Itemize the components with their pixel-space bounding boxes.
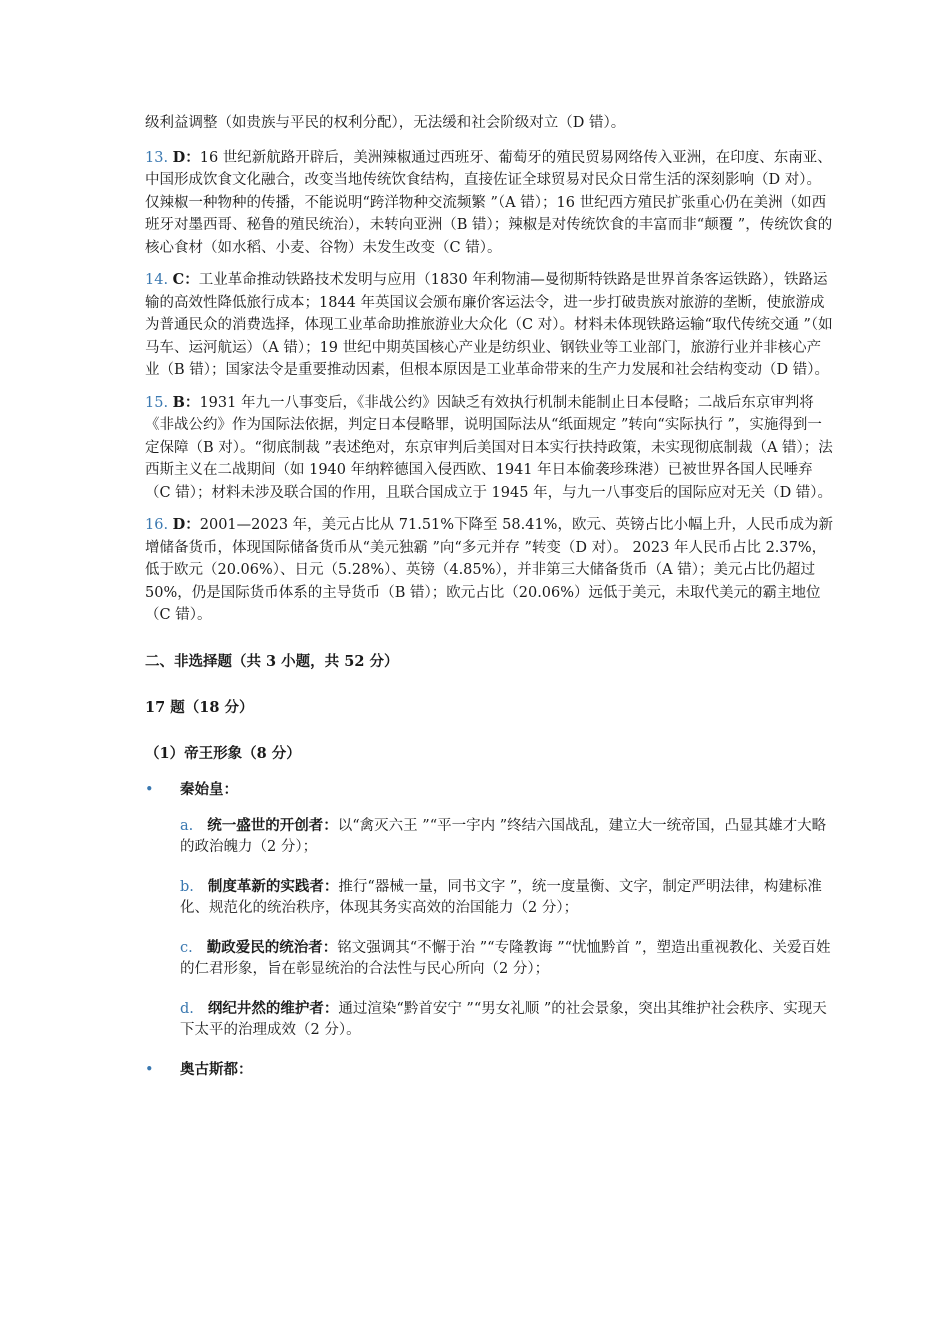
item-text: 推行“器械一量，同书文字 ”，统一度量衡、文字，制定严明法律，构建标准化、规范化的统治秩序，体现其务实高效的治国能力（2 分）； [180,878,822,916]
answer-15 [145,392,835,505]
bullet-dot-icon: • [145,781,154,798]
answer-number: 15. [145,394,169,411]
answer-number: 14. [145,272,169,288]
bullet-label: 秦始皇： [180,780,238,798]
item-label: 勤政爱民的统治者： [206,938,338,956]
answer-letter: B： [172,393,200,411]
answer-text: 工业革命推动铁路技术发明与应用（1830 年利物浦—曼彻斯特铁路是世界首条客运铁路），铁路运输的高效性降低旅行成本；1844 年英国议会颁布廉价客运法令，进一步打破贵族对旅游的垄断，使旅游成为普通民众的消费选择，体现工业革命助推旅游业大众化（C 对）。材料未体现铁路运输“取代传统交通 ”（如马车、运河航运）（A 错）；19 世纪中期英国核心产业是纺织业、钢铁业等工业部门，旅游行业并非核心产业（B 错）；国家法令是重要推动因素，但根本原因是工业革命带来的生产力发展和社会结构变动（D 错）。 [145,272,833,378]
answer-text: 2001—2023 年，美元占比从 71.51%下降至 58.41%，欧元、英镑占比小幅上升，人民币成为新增储备货币，体现国际储备货币从“美元独霸 ”向“多元并存 ”转变（D 对）。 2023 年人民币占比 2.37%，低于欧元（20.06%）、日元（5.28%）、英镑（4.85%），并非第三大储备货币（A 错）；美元占比仍超过 50%，仍是国际货币体系的主导货币（B 错）；欧元占比（20.06%）远低于美元，未取代美元的霸主地位（C 错）。 [145,517,833,623]
answer-text: 16 世纪新航路开辟后，美洲辣椒通过西班牙、葡萄牙的殖民贸易网络传入亚洲，在印度、东南亚、中国形成饮食文化融合，改变当地传统饮食结构，直接佐证全球贸易对民众日常生活的深刻影响（D 对）。仅辣椒一种物种的传播，不能说明“跨洋物种交流频繁 ”（A 错）；16 世纪西方殖民扩张重心仍在美洲（如西班牙对墨西哥、秘鲁的殖民统治），未转向亚洲（B 错）；辣椒是对传统饮食的丰富而非“颠覆 ”，传统饮食的核心食材（如水稻、小麦、谷物）未发生改变（C 错）。 [145,149,833,256]
answer-letter: C： [172,271,199,288]
list-item [180,937,835,980]
item-text: 铭文强调其“不懈于治 ”“专隆教诲 ”“忧恤黔首 ”，塑造出重视教化、关爱百姓的仁君形象，旨在彰显统治的合法性与民心所向（2 分）； [180,939,831,977]
list-item [180,998,835,1041]
answer-letter: D： [172,148,200,166]
item-label: 制度革新的实践者： [207,877,339,895]
answer-16 [145,514,835,627]
answer-letter: D： [172,516,200,533]
answer-14 [145,269,835,382]
item-label: 纲纪井然的维护者： [207,999,339,1017]
bullet-label: 奥古斯都： [180,1060,253,1078]
item-label: 统一盛世的开创者： [207,816,338,834]
item-text: 以“禽灭六王 ”“平一宇内 ”终结六国战乱，建立大一统帝国，凸显其雄才大略的政治魄力（2 分）； [180,817,827,855]
qin-shi-huang-items [180,815,835,1041]
answer-number: 13. [145,149,169,166]
item-text: 通过渲染“黔首安宁 ”“男女礼顺 ”的社会景象，突出其维护社会秩序、实现天下太平的治理成效（2 分）。 [180,1000,827,1038]
sub-question-title: （1）帝王形象（8 分） [145,744,301,762]
list-item [180,815,835,858]
intro-paragraph: 级利益调整（如贵族与平民的权利分配），无法缓和社会阶级对立（D 错）。 [145,115,626,131]
answer-list [145,147,835,627]
section-title: 二、非选择题（共 3 小题，共 52 分） [145,652,399,670]
bullet-augustus [145,1059,835,1081]
bullet-dot-icon: • [145,1061,154,1078]
list-item [180,876,835,919]
answer-13 [145,147,835,260]
answer-number: 16. [145,517,169,533]
document-page [145,112,835,1081]
item-letter: d. [180,1000,194,1017]
answer-text: 1931 年九一八事变后，《非战公约》因缺乏有效执行机制未能制止日本侵略；二战后东京审判将《非战公约》作为国际法依据，判定日本侵略罪，说明国际法从“纸面规定 ”转向“实际执行 ”，实施得到一定保障（B 对）。“彻底制裁 ”表述绝对，东京审判后美国对日本实行扶持政策，未实现彻底制裁（A 错）；法西斯主义在二战期间（如 1940 年纳粹德国入侵西欧、1941 年日本偷袭珍珠港）已被世界各国人民唾弃（C 错）；材料未涉及联合国的作用，且联合国成立于 1945 年，与九一八事变后的国际应对无关（D 错）。 [145,394,833,501]
item-letter: c. [180,939,193,956]
item-letter: a. [180,817,194,834]
question-title: 17 题（18 分） [145,698,254,716]
bullet-qin-shi-huang [145,779,835,801]
item-letter: b. [180,878,194,895]
